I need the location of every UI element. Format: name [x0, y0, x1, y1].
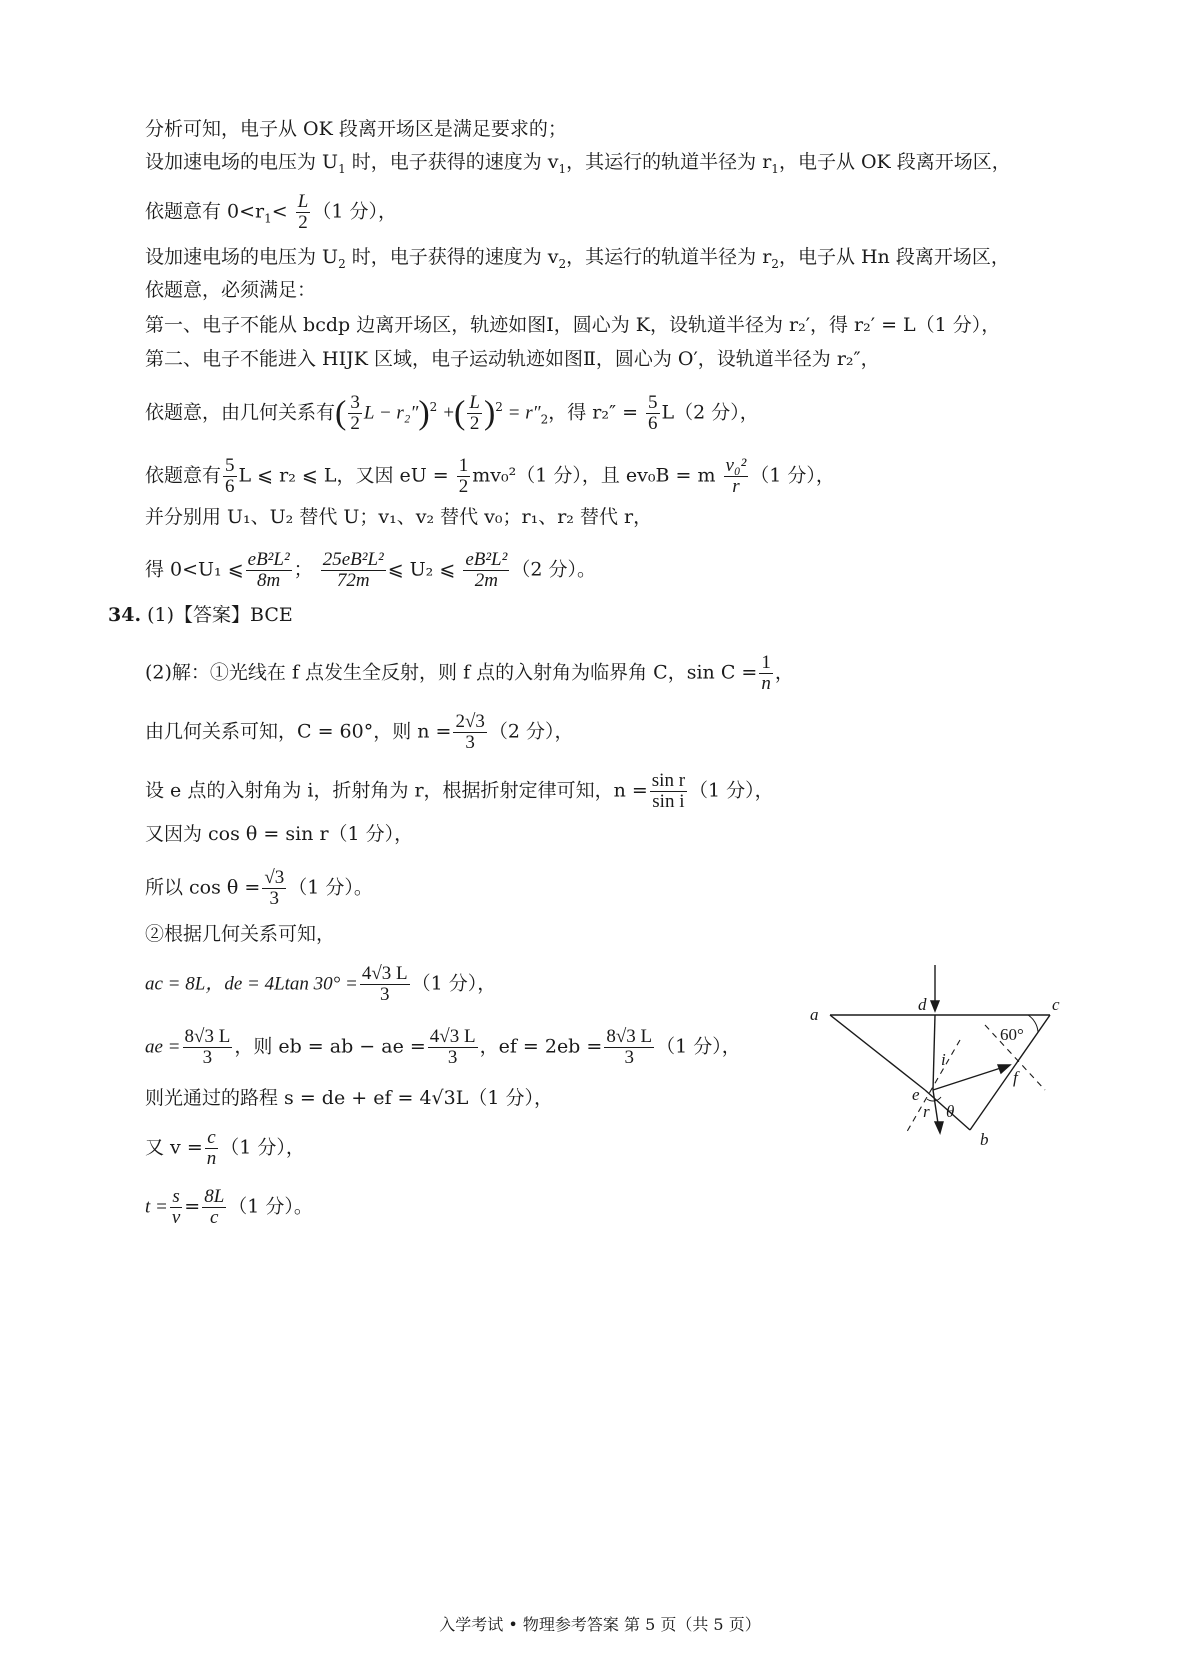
fraction [348, 393, 362, 434]
fraction [170, 1187, 182, 1228]
line-text: ②根据几何关系可知， [145, 923, 336, 945]
label-i: i [941, 1050, 946, 1069]
denominator: n [206, 1148, 217, 1169]
line-text: 又 v = [145, 1136, 203, 1159]
denominator: 8m [257, 570, 281, 591]
text-line [145, 347, 880, 371]
line-text: (2)解：①光线在 f 点发生全反射，则 f 点的入射角为临界角 C，sin C = [145, 661, 758, 684]
denominator: 2 [298, 212, 308, 233]
text-line [145, 313, 1000, 337]
line-text: （2 分）。 [511, 558, 596, 581]
line-text: L ⩽ r₂ ⩽ L，又因 eU = [238, 464, 449, 487]
answer-text: (1)【答案】BCE [147, 604, 293, 626]
fraction [453, 712, 486, 753]
fraction [205, 1128, 219, 1169]
line-text: 则光通过的路程 s = de + ef = 4√3L（1 分）， [145, 1087, 553, 1109]
line-text: ac = 8L，de = 4Ltan 30° = [145, 973, 358, 995]
label-e: e [912, 1085, 920, 1104]
line-text: 第一、电子不能从 bcdp 边离开场区，轨迹如图Ⅰ，圆心为 K，设轨道半径为 r₂′，得 r₂′ = L（1 分）， [145, 314, 1001, 336]
line-text: ，则 eb = ab − ae = [234, 1035, 426, 1058]
line-text: L（2 分）， [661, 401, 759, 424]
denominator: c [210, 1207, 219, 1228]
text-line [145, 653, 794, 694]
label-b: b [980, 1130, 989, 1149]
line-text: ae = [145, 1036, 181, 1058]
line-text: （1 分）。 [228, 1195, 313, 1218]
label-a: a [810, 1005, 819, 1024]
fraction [467, 393, 482, 434]
refracted-ray [933, 1065, 1010, 1133]
label-r: r [923, 1102, 930, 1121]
text-line [145, 868, 373, 909]
subscript: 2 [558, 256, 567, 271]
line-text: 又因为 cos θ = sin r（1 分）， [145, 823, 414, 845]
numerator: L [469, 392, 480, 413]
line-text: mv₀²（1 分），且 ev₀B = m [472, 464, 716, 487]
numerator: s [170, 1187, 182, 1208]
numerator: 5 [648, 392, 658, 413]
text-line [145, 456, 835, 497]
numerator: L [297, 191, 309, 212]
fraction [223, 456, 237, 497]
numerator: 8√3 L [184, 1026, 231, 1047]
text-line [145, 245, 1010, 276]
numerator: 25eB²L² [322, 549, 384, 570]
label-c: c [1052, 995, 1060, 1014]
question-number: 34. [108, 604, 142, 626]
line-text: 依题意有 0<r [145, 200, 265, 223]
denominator: 72m [336, 570, 370, 591]
label-60-degrees: 60° [1000, 1025, 1024, 1044]
denominator: 2 [350, 413, 360, 434]
text-line [145, 922, 335, 946]
line-text: ； [293, 558, 313, 581]
text-line [145, 771, 774, 812]
text-line [145, 393, 759, 434]
line-text: L − r₂″ [363, 402, 419, 424]
numerator: v₀² [725, 455, 747, 476]
numerator: eB²L² [465, 549, 508, 570]
numerator: c [205, 1128, 219, 1149]
denominator: 3 [269, 888, 280, 909]
line-text: 设加速电场的电压为 U [145, 246, 339, 268]
subscript: 1 [264, 211, 272, 226]
denominator: 3 [202, 1047, 213, 1068]
line-text: t = [145, 1196, 168, 1218]
line-text: 依题意有 [145, 464, 222, 487]
denominator: 3 [624, 1047, 634, 1068]
numerator: 8L [204, 1186, 225, 1207]
numerator: 5 [225, 455, 235, 476]
text-line [145, 964, 496, 1005]
subscript: 1 [338, 161, 346, 176]
numerator: 1 [761, 652, 771, 673]
label-f: f [1013, 1068, 1018, 1087]
fraction [759, 653, 773, 694]
left-paren: ( [454, 394, 466, 432]
line-text: ，其运行的轨道半径为 r [566, 151, 772, 173]
line-text: （1 分）， [656, 1035, 741, 1058]
line-text: 设 e 点的入射角为 i，折射角为 r，根据折射定律可知，n = [145, 779, 648, 802]
text-line [145, 117, 567, 141]
subscript: 2 [771, 256, 779, 271]
line-text: 由几何关系可知，C = 60°，则 n = [145, 720, 452, 743]
subscript: 1 [771, 161, 779, 176]
numerator: √3 [264, 867, 285, 888]
line-text: ，其运行的轨道半径为 r [566, 246, 772, 268]
line-text: 得 0<U₁ ⩽ [145, 558, 244, 581]
line-text: （1 分）。 [288, 876, 373, 899]
prism-diagram [810, 965, 1070, 1165]
text-line [145, 150, 1011, 181]
fraction [360, 964, 410, 1005]
line-text: （1 分）， [312, 200, 397, 223]
denominator: 3 [379, 984, 390, 1005]
edge-ae [830, 1015, 925, 1090]
line-text: （1 分）， [411, 972, 497, 995]
ray-d-to-e [933, 1015, 935, 1090]
numerator: 2√3 [455, 711, 485, 732]
text-line [145, 278, 316, 302]
line-text: ，电子从 Hn 段离开场区， [778, 246, 1010, 268]
arrow-down [931, 1001, 939, 1011]
fraction [246, 550, 292, 591]
text-line [145, 192, 397, 233]
left-paren: ( [335, 394, 347, 432]
denominator: 3 [447, 1047, 458, 1068]
right-paren: ) [418, 394, 430, 432]
text-line [145, 1086, 553, 1110]
denominator: 6 [225, 476, 235, 497]
numerator: 1 [458, 455, 469, 476]
denominator: 2m [474, 570, 498, 591]
line-text: ⩽ U₂ ⩽ [387, 558, 456, 581]
numerator: 4√3 L [361, 963, 408, 984]
line-text: 并分别用 U₁、U₂ 替代 U；v₁、v₂ 替代 v₀；r₁、r₂ 替代 r， [145, 506, 653, 528]
line-text: 依题意，必须满足： [145, 279, 317, 301]
subscript: 1 [558, 161, 567, 176]
arrow-out [935, 1122, 943, 1133]
text-line [145, 1027, 741, 1068]
denominator: sin i [652, 791, 685, 812]
question-34-header [108, 600, 293, 627]
text-line [145, 550, 596, 591]
numerator: eB²L² [247, 549, 290, 570]
line-text: （1 分）， [750, 464, 835, 487]
line-text: 时，电子获得的速度为 v [345, 246, 559, 268]
fraction [183, 1027, 233, 1068]
text-line [145, 822, 413, 846]
line-text: （1 分）， [689, 779, 774, 802]
line-text: = r″ [502, 402, 541, 424]
fraction [463, 550, 509, 591]
incident-ray [931, 965, 939, 1090]
text-line [145, 505, 652, 529]
text-line [145, 1187, 313, 1228]
fraction [457, 456, 471, 497]
line-text: < [271, 200, 288, 223]
denominator: v [171, 1207, 181, 1228]
numerator: 3 [350, 392, 360, 413]
denominator: 2 [469, 413, 480, 434]
fraction [604, 1027, 654, 1068]
page-footer: 入学考试 • 物理参考答案 第 5 页（共 5 页） [439, 1615, 761, 1634]
line-text: 依题意，由几何关系有 [145, 401, 336, 424]
line-text: ，ef = 2eb = [479, 1035, 603, 1058]
arrow-to-f [998, 1065, 1010, 1073]
line-text: ，电子从 OK 段离开场区， [778, 151, 1011, 173]
fraction [428, 1027, 478, 1068]
label-theta: θ [946, 1102, 955, 1121]
fraction [321, 550, 386, 591]
line-text: ， [774, 661, 794, 684]
line-text: 第二、电子不能进入 HIJK 区域，电子运动轨迹如图Ⅱ，圆心为 O′，设轨道半径为 r₂″， [145, 348, 880, 370]
fraction [296, 192, 311, 233]
denominator: r [732, 476, 740, 497]
text-line [145, 1128, 305, 1169]
subscript: 2 [338, 256, 346, 271]
line-text: 时，电子获得的速度为 v [345, 151, 559, 173]
superscript: 2 [429, 400, 438, 415]
numerator: 4√3 L [429, 1026, 476, 1047]
line-text: （1 分）， [220, 1136, 305, 1159]
line-text: 设加速电场的电压为 U [145, 151, 339, 173]
line-text: ，得 r₂″ = [548, 401, 638, 424]
right-paren: ) [483, 394, 496, 432]
fraction [650, 771, 687, 812]
text-line [145, 712, 574, 753]
subscript: 2 [540, 412, 549, 427]
angle-arc-c [1028, 1015, 1038, 1032]
superscript: 2 [495, 400, 503, 415]
fraction [646, 393, 660, 434]
numerator: sin r [651, 770, 686, 791]
label-d: d [918, 995, 927, 1014]
numerator: 8√3 L [606, 1026, 653, 1047]
fraction [202, 1187, 226, 1228]
fraction [724, 456, 749, 497]
denominator: n [761, 673, 771, 694]
plus-sign: + [443, 402, 455, 424]
fraction [262, 868, 286, 909]
line-text: （2 分）， [488, 720, 574, 743]
line-text: 所以 cos θ = [145, 876, 261, 899]
line-text: 分析可知，电子从 OK 段离开场区是满足要求的； [145, 118, 567, 140]
denominator: 3 [465, 732, 475, 753]
line-text: = [184, 1195, 201, 1218]
denominator: 6 [648, 413, 658, 434]
denominator: 2 [458, 476, 469, 497]
